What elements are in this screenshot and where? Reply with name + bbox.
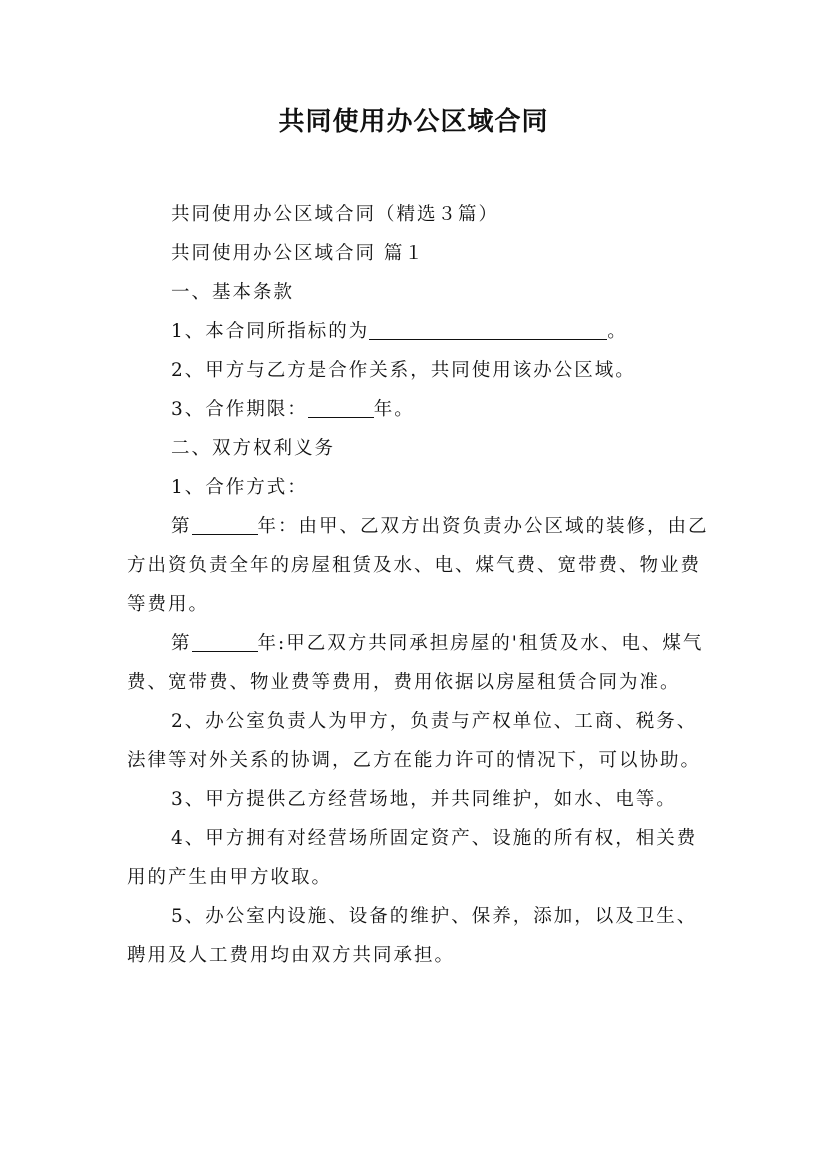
- clause-relationship: 2、甲方与乙方是合作关系，共同使用该办公区域。: [171, 360, 636, 381]
- clause-subject: [127, 312, 717, 351]
- heading-rights-obligations: 二、双方权利义务: [171, 438, 336, 459]
- clause-term-end: 年。: [373, 399, 415, 420]
- clause-year-two: [127, 624, 717, 702]
- clause-term-text: 3、合作期限：: [171, 399, 308, 420]
- clause-office-manager: 2、办公室负责人为甲方，负责与产权单位、工商、税务、法律等对外关系的协调，乙方在能力许可的情况下，可以协助。: [127, 711, 702, 771]
- heading-basic-terms: 一、基本条款: [171, 282, 295, 303]
- clause-year-two-text: 年:甲乙双方共同承担房屋的'租赁及水、电、煤气费、宽带费、物业费等费用，费用依据以房屋租赁合同为准。: [127, 633, 704, 693]
- clause-term: [127, 390, 717, 429]
- clause-year-one: [127, 507, 717, 624]
- clause-subject-text: 1、本合同所指标的为: [171, 321, 370, 342]
- document-body: [127, 195, 717, 975]
- fill-blank-subject: [369, 317, 607, 340]
- fill-blank-year-two: [192, 629, 258, 652]
- fill-blank-term: [308, 395, 374, 418]
- clause-premises: 3、甲方提供乙方经营场地，并共同维护，如水、电等。: [171, 789, 677, 810]
- clause-year-two-prefix: 第: [171, 633, 192, 654]
- fill-blank-year-one: [192, 512, 258, 535]
- subtitle-line: 共同使用办公区域合同（精选３篇）: [171, 204, 500, 225]
- section-heading-part1: 共同使用办公区域合同 篇１: [171, 243, 425, 264]
- clause-year-one-text: 年：由甲、乙双方出资负责办公区域的装修，由乙方出资负责全年的房屋租赁及水、电、煤气费、宽带费、物业费等费用。: [127, 516, 709, 615]
- clause-asset-ownership: 4、甲方拥有对经营场所固定资产、设施的所有权，相关费用的产生由甲方收取。: [127, 828, 698, 888]
- document-title: 共同使用办公区域合同: [278, 107, 549, 137]
- clause-maintenance: 5、办公室内设施、设备的维护、保养，添加，以及卫生、聘用及人工费用均由双方共同承担。: [127, 906, 698, 966]
- clause-cooperation-method: 1、合作方式：: [171, 477, 308, 498]
- clause-year-one-prefix: 第: [171, 516, 192, 537]
- clause-subject-end: 。: [607, 321, 628, 342]
